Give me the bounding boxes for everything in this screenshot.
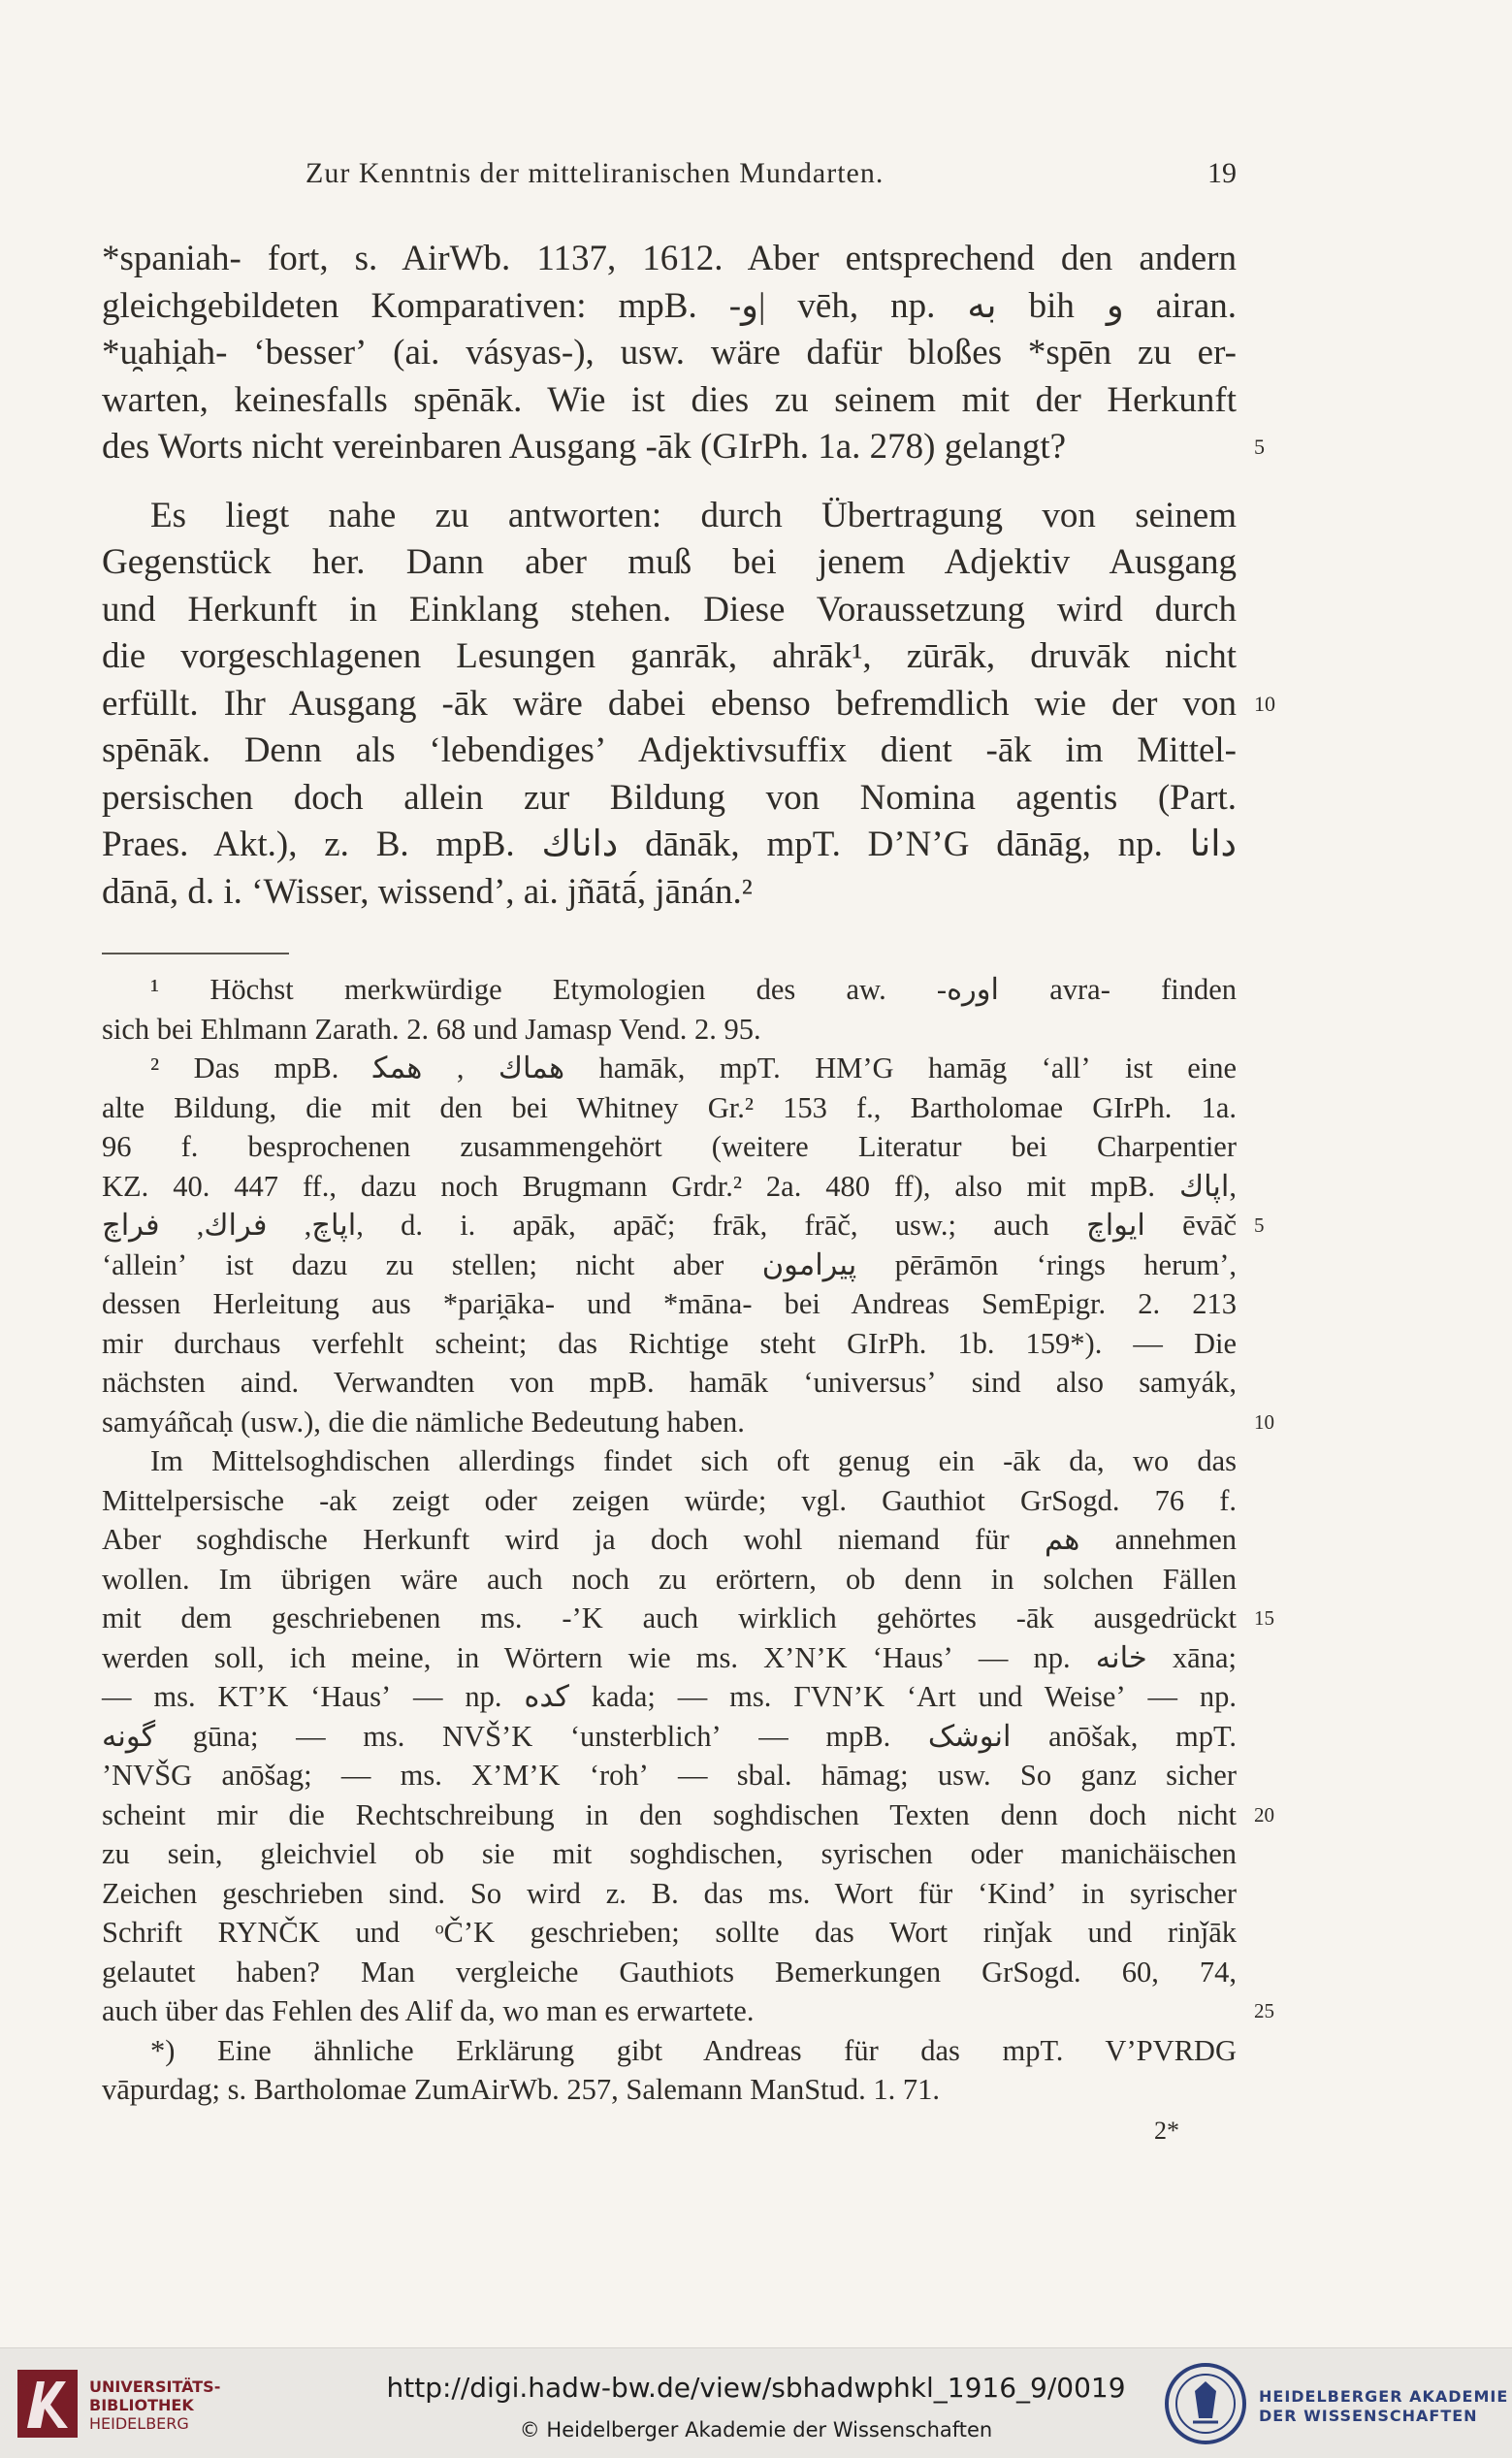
line-text: ¹ Höchst merkwürdige Etymologien des aw. -ﺍﻭﺭﻩ avra- finden [150,973,1237,1006]
line-text: auch über das Fehlen des Alif da, wo man es erwartete. [102,1994,755,2027]
line-text: mit dem geschriebenen ms. -’K auch wirklich gehörtes -āk ausgedrückt [102,1601,1237,1634]
text-line [102,1403,1274,1442]
ub-line-1: UNIVERSITÄTS- [89,2377,221,2396]
text-line [102,1284,1237,1324]
text-line [102,633,1237,681]
text-line [102,1953,1237,1992]
text-line [102,2070,1237,2110]
text-line [102,1795,1274,1835]
line-text: *) Eine ähnliche Erklärung gibt Andreas für das mpT. V’PVRDG [150,2033,1237,2067]
line-text: gleichgebildeten Komparativen: mpB. -ﻭ| vēh, np. ﺑﻪ bih ﻭ airan. [102,285,1237,326]
text-line [102,1638,1237,1678]
line-number: 10 [1254,691,1275,716]
line-text: 96 f. besprochenen zusammengehört (weitere Literatur bei Charpentier [102,1130,1237,1163]
text-line [102,1481,1237,1521]
text-line [102,1599,1274,1638]
line-text: Es liegt nahe zu antworten: durch Übertragung von seinem [150,495,1237,535]
line-text: scheint mir die Rechtschreibung in den soghdischen Texten denn doch nicht [102,1797,1237,1831]
line-text: *u̯ahi̯ah- ʻbesserʼ (ai. vásyas-), usw. wäre dafür bloßes *spēn zu er- [102,333,1237,372]
text-line [102,1363,1237,1403]
line-text: ﺍﭘﺎﭺ, ﻓﺮﺍﻙ, ﻓﺮﺍﭺ, d. i. apāk, apāč; frāk, frāč, usw.; auch ﺍﻳﻮﺍﭺ ēvāč [102,1209,1237,1242]
text-line [102,1167,1237,1207]
text-line [102,1520,1237,1560]
signature-mark: 2* [1154,2116,1179,2145]
paragraph-gap [102,471,1237,493]
text-line [102,728,1237,775]
line-number: 25 [1254,1999,1274,2022]
text-line [102,1991,1274,2031]
text-line [102,1756,1237,1795]
line-text: KZ. 40. 447 ff., dazu noch Brugmann Grdr.² 2a. 480 ff), also mit mpB. ﺍﭘﺎﻙ, [102,1169,1237,1203]
line-text: ’NVŠG anōšag; — ms. X’M’K ʻrohʼ — sbal. hāmag; usw. So ganz sicher [102,1759,1237,1792]
text-line [102,424,1265,471]
text-line [102,681,1275,728]
page-number: 19 [1207,157,1237,189]
line-text: werden soll, ich meine, in Wörtern wie ms. X’N’K ʻHausʼ — np. ﺧﺎﻧﻪ xāna; [102,1640,1237,1674]
text-line [102,869,1237,917]
text-line [102,1913,1237,1953]
text-line [102,1088,1237,1128]
text-line [102,539,1237,587]
line-text: dānā, d. i. ʻWisser, wissendʼ, ai. jñātā́, jānán.² [102,871,753,912]
line-number: 15 [1254,1606,1274,1630]
line-text: *spaniah- fort, s. AirWb. 1137, 1612. Aber entsprechend den andern [102,239,1237,278]
line-text: Mittelpersische -ak zeigt oder zeigen würde; vgl. Gauthiot GrSogd. 76 f. [102,1483,1237,1517]
text-line [102,1560,1237,1600]
line-text: Zeichen geschrieben sind. So wird z. B. das ms. Wort für ʻKindʼ in syrischer [102,1876,1237,1910]
line-text: warten, keinesfalls spēnāk. Wie ist dies zu seinem mit der Herkunft [102,379,1237,420]
line-text: Gegenstück her. Dann aber muß bei jenem Adjektiv Ausgang [102,542,1237,582]
main-text [102,236,1275,916]
line-text: und Herkunft in Einklang stehen. Diese Voraussetzung wird durch [102,589,1237,630]
line-text: ʻalleinʼ ist dazu zu stellen; nicht aber ﭘﻴﺮﺍﻣﻮﻥ pērāmōn ʻrings herumʼ, [102,1247,1238,1281]
line-number: 20 [1254,1802,1274,1827]
text-line [102,493,1237,540]
line-number: 5 [1254,435,1265,459]
permalink-url[interactable]: http://digi.hadw-bw.de/view/sbhadwphkl_1916_9/0019 [386,2372,1126,2404]
line-text: vāpurdag; s. Bartholomae ZumAirWb. 257, Salemann ManStud. 1. 71. [102,2073,941,2106]
line-text: — ms. KT’K ʻHausʼ — np. ﮐﺪﻩ kada; — ms. ΓVN’K ʻArt und Weiseʼ — np. [102,1680,1237,1713]
text-line [102,1717,1237,1757]
line-text: sich bei Ehlmann Zarath. 2. 68 und Jamasp Vend. 2. 95. [102,1012,761,1046]
text-line [102,775,1237,823]
text-line [102,283,1237,331]
text-line [102,1441,1237,1481]
text-line [102,330,1237,377]
running-title: Zur Kenntnis der mitteliranischen Mundarten. [306,157,885,189]
line-number: 10 [1254,1409,1274,1434]
text-line [102,970,1237,1010]
line-text: Im Mittelsoghdischen allerdings findet sich oft genug ein -āk da, wo das [150,1444,1237,1477]
academy-seal-icon [1164,2362,1247,2445]
viewer-footer [0,2347,1512,2458]
line-text: Schrift RYNČK und ᵒČ’K geschrieben; sollte das Wort rinǰak und rinǰāk [102,1916,1237,1949]
text-line [102,1206,1265,1245]
line-text: des Worts nicht vereinbaren Ausgang -āk (GIrPh. 1a. 278) gelangt? [102,427,1067,467]
ub-line-2: BIBLIOTHEK [89,2396,194,2414]
line-number: 5 [1254,1213,1265,1237]
line-text: erfüllt. Ihr Ausgang -āk wäre dabei ebenso befremdlich wie der von [102,683,1237,724]
line-text: samyáñcaḥ (usw.), die die nämliche Bedeutung haben. [102,1405,745,1439]
line-text: gelautet haben? Man vergleiche Gauthiots Bemerkungen GrSogd. 60, 74, [102,1955,1237,1989]
line-text: mir durchaus verfehlt scheint; das Richtige steht GIrPh. 1b. 159*). — Die [102,1326,1237,1360]
text-line [102,587,1237,634]
text-line [102,1127,1237,1167]
ub-line-3: HEIDELBERG [89,2414,189,2433]
line-text: wollen. Im übrigen wäre auch noch zu erörtern, ob denn in solchen Fällen [102,1562,1237,1596]
text-line [102,1834,1237,1874]
text-line [102,1049,1237,1088]
running-header [102,157,1237,200]
line-text: alte Bildung, die mit den bei Whitney Gr.² 153 f., Bartholomae GIrPh. 1a. [102,1090,1237,1124]
academy-line-2: DER WISSENSCHAFTEN [1259,2407,1478,2425]
line-text: die vorgeschlagenen Lesungen ganrāk, ahrāk¹, zūrāk, druvāk nicht [102,636,1237,676]
text-line [102,1010,1237,1050]
text-line [102,1874,1237,1914]
line-text: spēnāk. Denn als ʻlebendigesʼ Adjektivsuffix dient -āk im Mittel- [102,730,1237,770]
academy-name [1259,2387,1508,2426]
footnotes [102,970,1274,2110]
text-line [102,236,1237,283]
text-line [102,1677,1237,1717]
line-text: Aber soghdische Herkunft wird ja doch wohl niemand für ﻫﻢ annehmen [102,1523,1237,1556]
line-text: zu sein, gleichviel ob sie mit soghdischen, syrischen oder manichäischen [102,1837,1237,1870]
text-line [102,2031,1237,2071]
text-line [102,822,1237,869]
line-text: ﮔﻮﻧﻪ gūna; — ms. NVŠ’K ʻunsterblichʼ — mpB. ﺍﻧﻮﺷﮏ anōšak, mpT. [102,1719,1237,1753]
copyright-notice: © Heidelberger Akademie der Wissenschaften [519,2418,993,2442]
line-text: Praes. Akt.), z. B. mpB. ﺩﺍﻧﺎﻙ dānāk, mpT. D’N’G dānāg, np. ﺩﺍﻧﺎ [102,825,1237,864]
footnote-rule [102,953,289,954]
text-line [102,1245,1237,1285]
page-body [102,236,1275,2149]
academy-line-1: HEIDELBERGER AKADEMIE [1259,2387,1509,2406]
line-text: persischen doch allein zur Bildung von Nomina agentis (Part. [102,777,1237,818]
text-line [102,1324,1237,1364]
text-line [102,377,1237,425]
line-text: nächsten aind. Verwandten von mpB. hamāk ʻuniversusʼ sind also samyák, [102,1366,1237,1399]
line-text: ² Das mpB. ﻫﻤﺎﻙ , ﻫﻤﮑ hamāk, mpT. HM’G hamāg ʻallʼ ist eine [150,1051,1237,1084]
line-text: dessen Herleitung aus *pari̯āka- und *māna- bei Andreas SemEpigr. 2. 213 [102,1287,1237,1320]
